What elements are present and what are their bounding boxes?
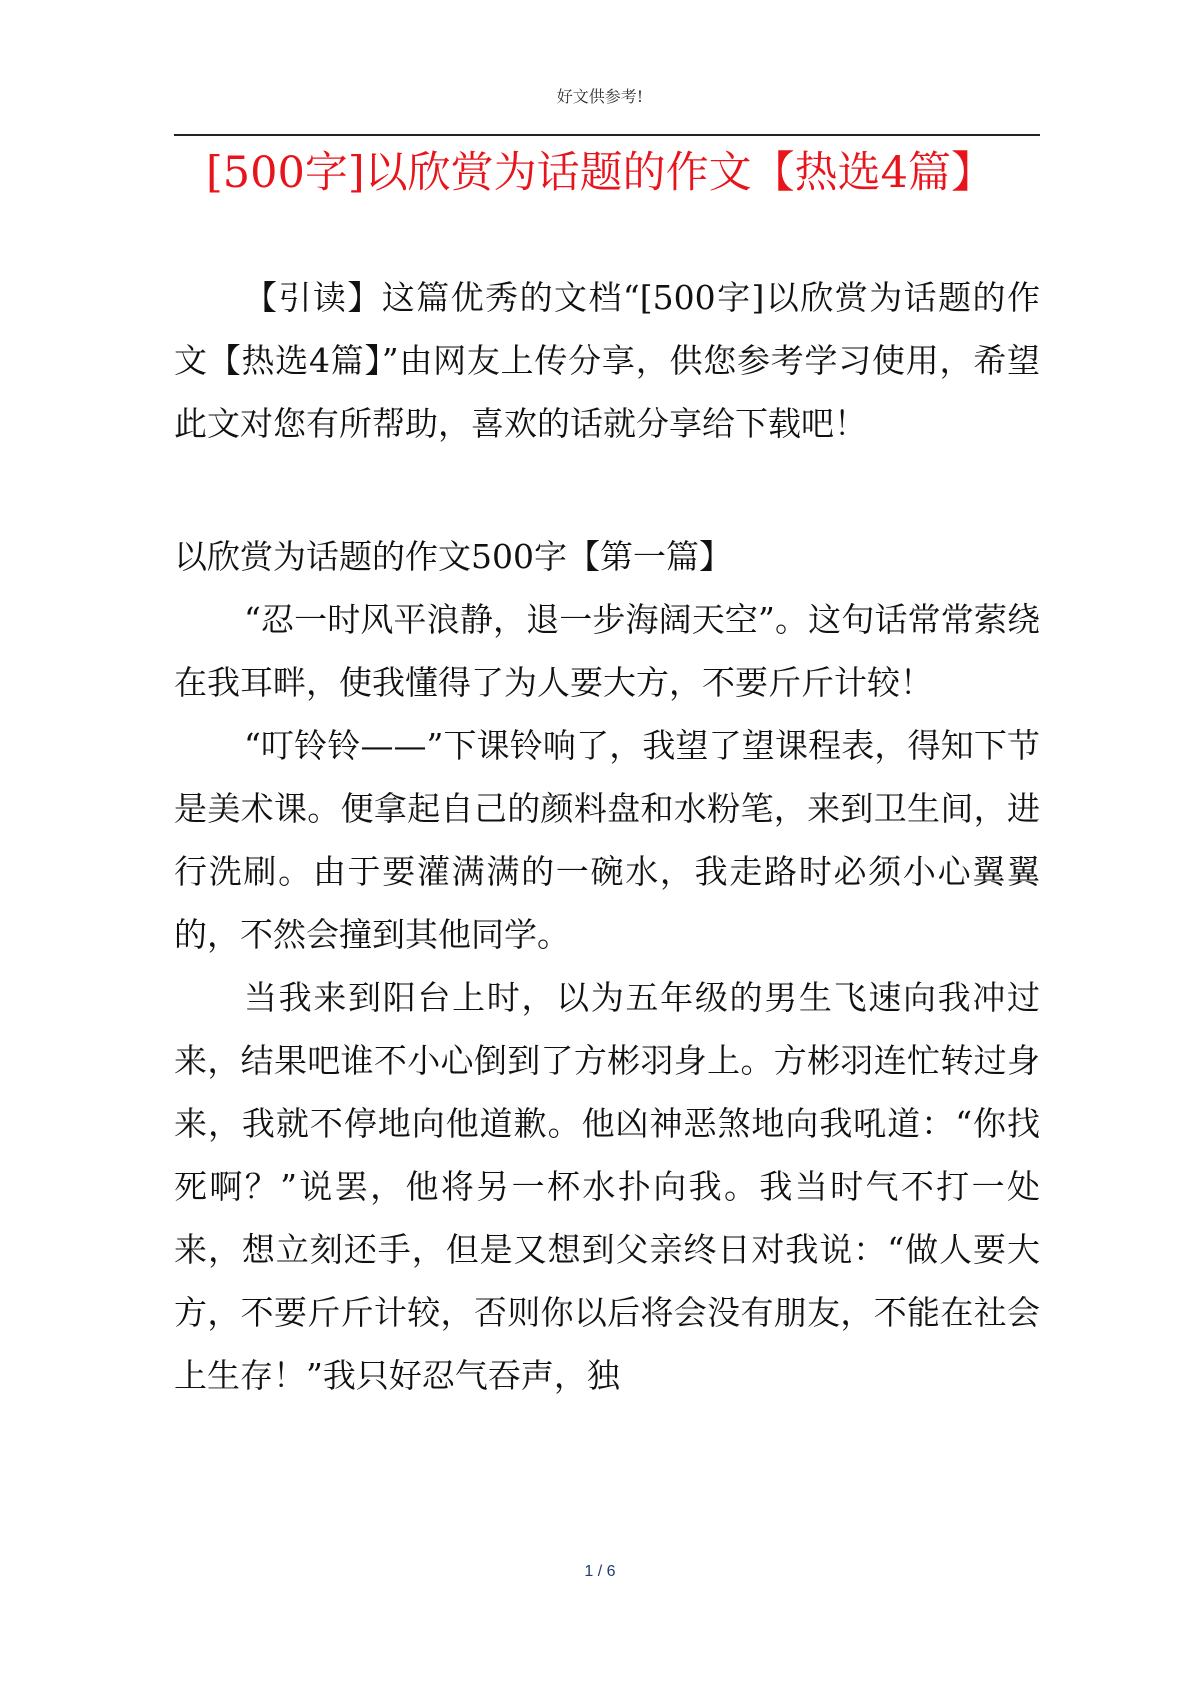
page-header: 好文供参考! [556,87,644,106]
body-paragraph-1: “忍一时风平浪静，退一步海阔天空”。这句话常常萦绕在我耳畔，使我懂得了为人要大方，不要斤斤计较！ [174,600,1040,702]
header-divider [174,134,1040,136]
document-title: [500字]以欣赏为话题的作文【热选4篇】 [206,148,994,198]
section-heading: 以欣赏为话题的作文500字【第一篇】 [174,537,732,576]
body-paragraph-3: 当我来到阳台上时，以为五年级的男生飞速向我冲过来，结果吧谁不小心倒到了方彬羽身上。方彬羽连忙转过身来，我就不停地向他道歉。他凶神恶煞地向我吼道：“你找死啊？”说罢，他将另一杯水扑向我。我当时气不打一处来，想立刻还手，但是又想到父亲终日对我说：“做人要大方，不要斤斤计较，否则你以后将会没有朋友，不能在社会上生存！”我只好忍气吞声，独 [174,978,1040,1395]
intro-paragraph: 【引读】这篇优秀的文档“[500字]以欣赏为话题的作文【热选4篇】”由网友上传分享，供您参考学习使用，希望此文对您有所帮助，喜欢的话就分享给下载吧！ [174,278,1040,443]
page-number: 1 / 6 [584,1563,616,1580]
document-body [174,266,1040,1407]
body-paragraph-2: “叮铃铃——”下课铃响了，我望了望课程表，得知下节是美术课。便拿起自己的颜料盘和水粉笔，来到卫生间，进行洗刷。由于要灌满满的一碗水，我走路时必须小心翼翼的，不然会撞到其他同学。 [174,726,1040,954]
